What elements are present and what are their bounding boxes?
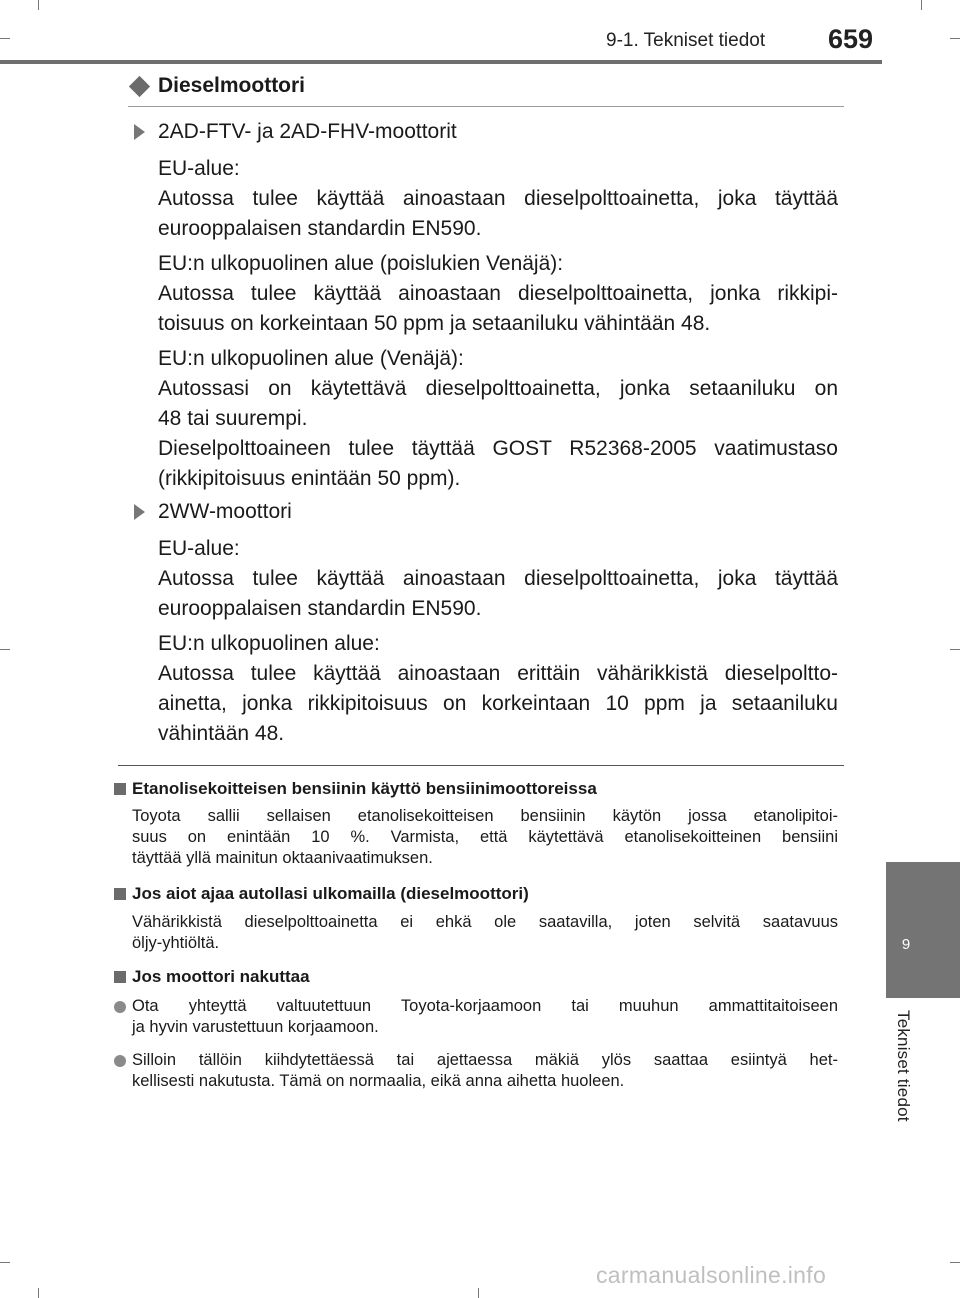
note-heading-text: Jos aiot ajaa autollasi ulkomailla (dieselmoottori) xyxy=(132,884,529,903)
circle-bullet-icon xyxy=(114,1055,126,1067)
crop-mark xyxy=(0,1262,10,1263)
paragraph xyxy=(158,344,838,494)
arrow-bullet-icon xyxy=(134,504,145,520)
note-line: kellisesti nakutusta. Tämä on normaalia, eikä anna aihetta huoleen. xyxy=(132,1072,625,1090)
watermark[interactable]: carmanualsonline.info xyxy=(596,1262,827,1288)
crop-mark xyxy=(950,649,960,650)
paragraph-line: Autossa tulee käyttää ainoastaan erittäin vähärikkistä dieselpoltto- xyxy=(158,662,838,685)
note-line: täyttää yllä mainitun oktaanivaatimuksen. xyxy=(132,849,433,867)
item-title: 2AD-FTV- ja 2AD-FHV-moottorit xyxy=(158,120,457,143)
arrow-bullet-icon xyxy=(134,124,145,140)
note-line: Vähärikkistä dieselpolttoainetta ei ehkä ole saatavilla, joten selvitä saatavuus xyxy=(132,913,838,931)
paragraph-line: (rikkipitoisuus enintään 50 ppm). xyxy=(158,467,461,490)
heading-rule xyxy=(128,106,844,107)
note-body xyxy=(132,806,838,869)
crop-mark xyxy=(478,1288,479,1298)
paragraph-line: eurooppalaisen standardin EN590. xyxy=(158,597,482,620)
page-number: 659 xyxy=(828,24,874,54)
crop-mark xyxy=(38,1288,39,1298)
paragraph-line: 48 tai suurempi. xyxy=(158,407,308,430)
crop-mark xyxy=(921,0,922,10)
note-heading xyxy=(114,884,529,904)
square-bullet-icon xyxy=(114,888,126,900)
note-line: Toyota sallii sellaisen etanolisekoitteisen bensiinin käytön jossa etanolipitoi- xyxy=(132,807,838,825)
crop-mark xyxy=(38,0,39,10)
paragraph-line: toisuus on korkeintaan 50 ppm ja setaaniluku vähintään 48. xyxy=(158,312,711,335)
paragraph-line: EU:n ulkopuolinen alue (Venäjä): xyxy=(158,347,464,370)
paragraph-line: Autossasi on käytettävä dieselpolttoainetta, jonka setaaniluku on xyxy=(158,377,838,400)
crop-mark xyxy=(0,649,10,650)
circle-bullet-icon xyxy=(114,1001,126,1013)
header-rule xyxy=(0,60,882,64)
section-heading-text: Dieselmoottori xyxy=(158,74,306,97)
chapter-tab-label: Tekniset tiedot xyxy=(894,1010,913,1122)
paragraph-line: Dieselpolttoaineen tulee täyttää GOST R52368-2005 vaatimustaso xyxy=(158,437,838,460)
note-line: suus on enintään 10 %. Varmista, että käytettävä etanolisekoitteinen bensiini xyxy=(132,828,838,846)
list-item-text xyxy=(132,996,838,1038)
crop-mark xyxy=(0,38,10,39)
paragraph-line: Autossa tulee käyttää ainoastaan dieselpolttoainetta, joka täyttää xyxy=(158,567,838,590)
diamond-icon xyxy=(129,75,150,96)
paragraph xyxy=(158,629,838,749)
note-line: Silloin tällöin kiihdytettäessä tai ajettaessa mäkiä ylös saattaa esiintyä het- xyxy=(132,1051,838,1069)
note-line: öljy-yhtiöltä. xyxy=(132,934,220,952)
paragraph-line: EU:n ulkopuolinen alue: xyxy=(158,632,380,655)
paragraph xyxy=(158,154,838,244)
square-bullet-icon xyxy=(114,971,126,983)
paragraph-line: Autossa tulee käyttää ainoastaan dieselpolttoainetta, joka täyttää xyxy=(158,187,838,210)
paragraph-line: Autossa tulee käyttää ainoastaan dieselpolttoainetta, jonka rikkipi- xyxy=(158,282,838,305)
chapter-tab-number: 9 xyxy=(901,936,911,953)
list-item-text xyxy=(132,1050,838,1092)
note-heading xyxy=(114,779,597,799)
crop-mark xyxy=(950,38,960,39)
paragraph-line: eurooppalaisen standardin EN590. xyxy=(158,217,482,240)
chapter-tab xyxy=(886,862,960,998)
notes-divider xyxy=(118,765,844,766)
item-title: 2WW-moottori xyxy=(158,500,292,523)
header-section-title: 9-1. Tekniset tiedot xyxy=(606,30,766,51)
paragraph-line: ainetta, jonka rikkipitoisuus on korkeintaan 10 ppm ja setaaniluku xyxy=(158,692,838,715)
note-heading-text: Jos moottori nakuttaa xyxy=(132,967,310,986)
paragraph-line: EU-alue: xyxy=(158,537,240,560)
paragraph-line: vähintään 48. xyxy=(158,722,285,745)
square-bullet-icon xyxy=(114,783,126,795)
paragraph xyxy=(158,249,838,339)
note-heading-text: Etanolisekoitteisen bensiinin käyttö bensiinimoottoreissa xyxy=(132,779,597,798)
crop-mark xyxy=(950,1262,960,1263)
section-heading xyxy=(128,74,305,98)
paragraph-line: EU-alue: xyxy=(158,157,240,180)
note-line: Ota yhteyttä valtuutettuun Toyota-korjaamoon tai muuhun ammattitaitoiseen xyxy=(132,997,838,1015)
paragraph xyxy=(158,534,838,624)
paragraph-line: EU:n ulkopuolinen alue (poislukien Venäjä): xyxy=(158,252,564,275)
note-heading xyxy=(114,967,310,987)
note-line: ja hyvin varustettuun korjaamoon. xyxy=(132,1018,379,1036)
note-body xyxy=(132,912,838,954)
